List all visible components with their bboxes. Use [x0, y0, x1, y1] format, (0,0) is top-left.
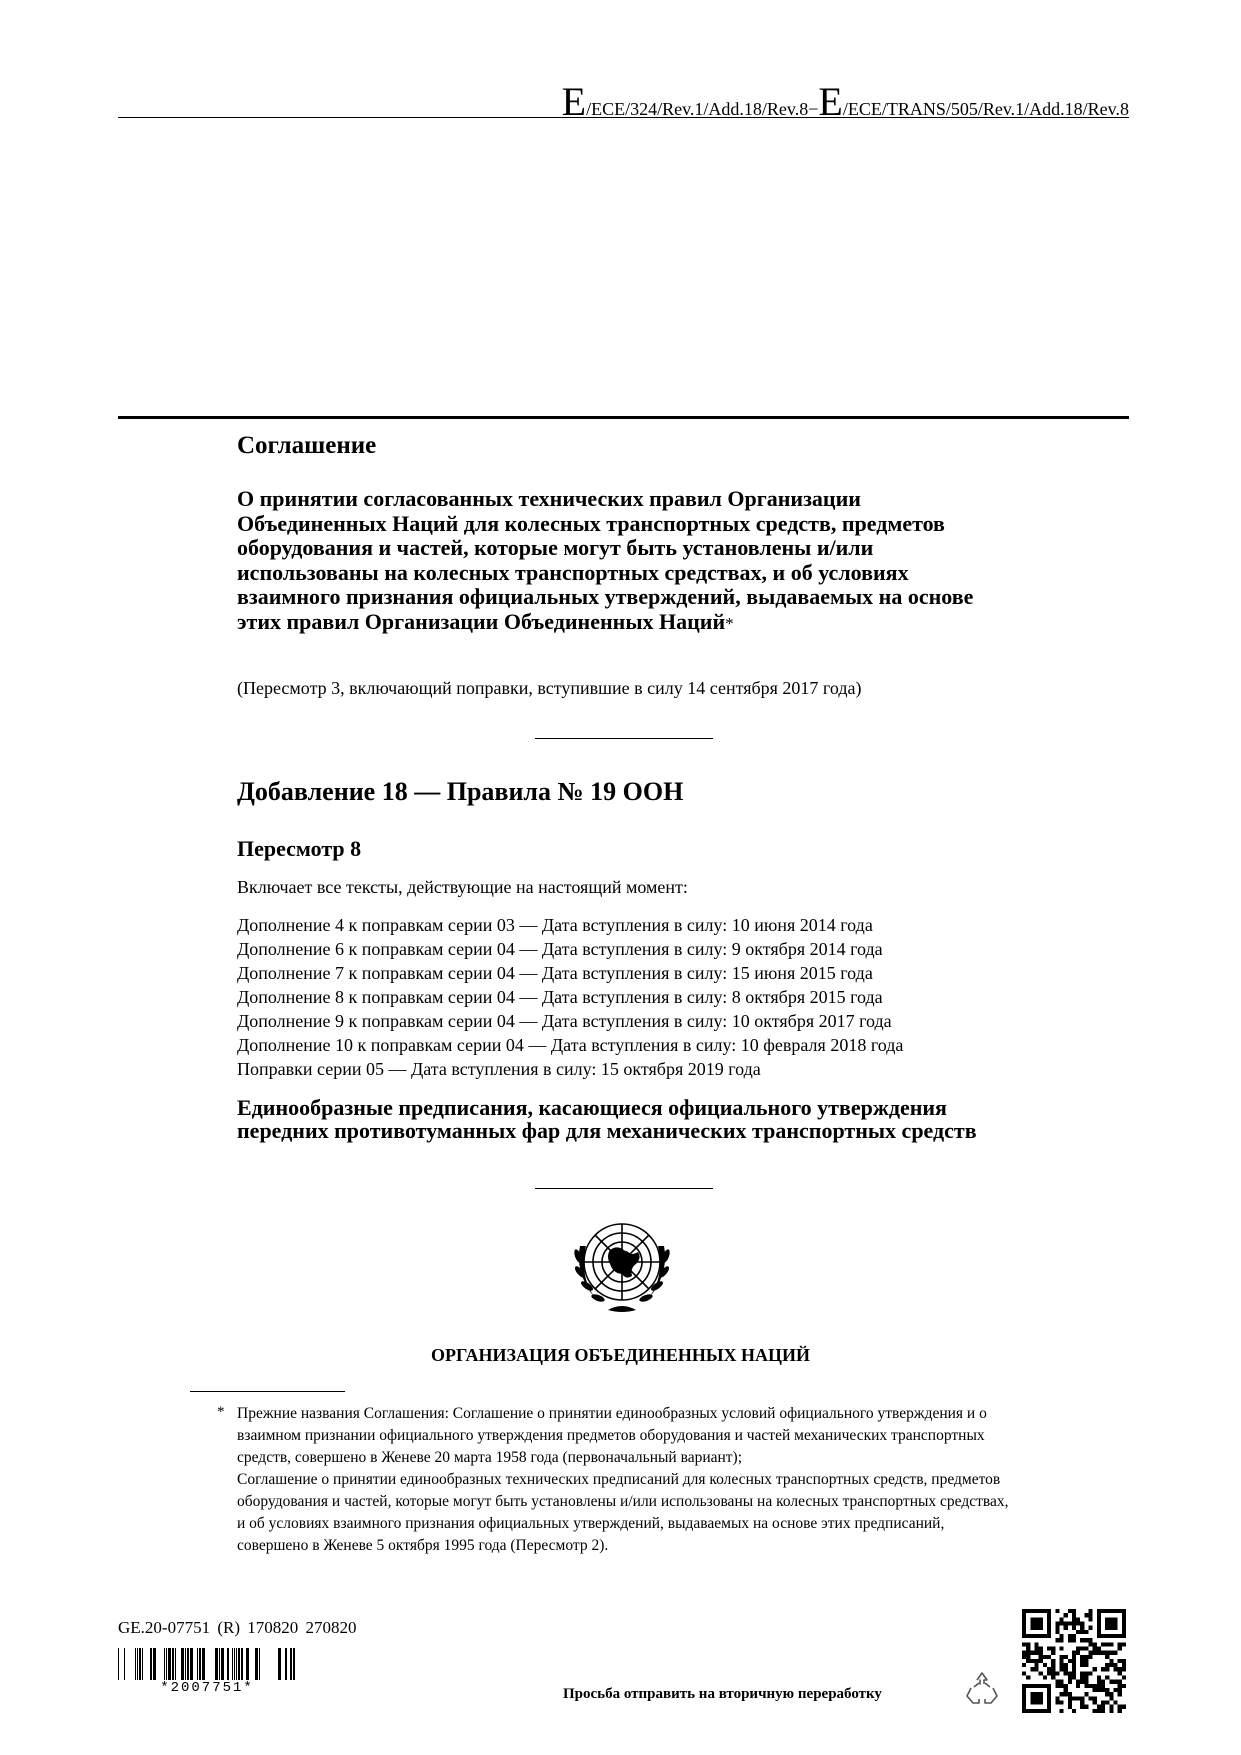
recycle-icon [963, 1670, 1001, 1708]
amendment-item: Дополнение 8 к поправкам серии 04 — Дата вступления в силу: 8 октября 2015 года [237, 987, 883, 1007]
barcode-number: *2007751* [160, 1680, 254, 1696]
amendment-item: Дополнение 10 к поправкам серии 04 — Дата вступления в силу: 10 февраля 2018 года [237, 1035, 904, 1055]
qr-code-icon [1022, 1609, 1126, 1713]
amendments-list [237, 913, 903, 1081]
recycle-note: Просьба отправить на вторичную переработку [563, 1686, 882, 1702]
footnote-reference: * [725, 613, 734, 633]
regulation-title: Единообразные предписания, касающиеся официального утверждения передних противотуманных фар для механических транспортных средств [237, 1095, 977, 1143]
footnote-rule [190, 1391, 345, 1392]
agreement-title [237, 487, 997, 636]
symbol-text-2: /ECE/TRANS/505/Rev.1/Add.18/Rev.8 [842, 99, 1129, 119]
symbol-letter-2: E [818, 79, 843, 124]
amendment-item: Дополнение 4 к поправкам серии 03 — Дата вступления в силу: 10 июня 2014 года [237, 915, 873, 935]
separator-rule [535, 738, 713, 739]
document-job-number: GE.20-07751 (R) 170820 270820 [118, 1618, 357, 1637]
footnote [237, 1403, 1017, 1557]
title-rule [118, 416, 1129, 419]
amendment-item: Дополнение 9 к поправкам серии 04 — Дата вступления в силу: 10 октября 2017 года [237, 1011, 892, 1031]
addendum-heading: Добавление 18 — Правила № 19 ООН [237, 777, 684, 806]
amendment-item: Дополнение 6 к поправкам серии 04 — Дата вступления в силу: 9 октября 2014 года [237, 939, 883, 959]
symbol-text-1: /ECE/324/Rev.1/Add.18/Rev.8 [586, 99, 809, 119]
agreement-title-text: О принятии согласованных технических правил Организации Объединенных Наций для колесных транспортных средств, предметов оборудования и частей, которые могут быть установлены и/или использованы на колесных транспортных средствах, и об условиях взаимного признания официальных утверждений, выдаваемых на основе этих правил Организации Объединенных Наций [237, 486, 974, 634]
un-emblem-icon [560, 1206, 684, 1330]
document-symbol [561, 79, 1129, 124]
includes-label: Включает все тексты, действующие на настоящий момент: [237, 877, 688, 897]
separator-rule [535, 1188, 713, 1189]
header-rule [118, 117, 1129, 118]
amendment-item: Дополнение 7 к поправкам серии 04 — Дата вступления в силу: 15 июня 2015 года [237, 963, 873, 983]
agreement-heading: Соглашение [237, 432, 377, 459]
symbol-separator: − [808, 99, 819, 119]
footnote-paragraph: Соглашение о принятии единообразных технических предписаний для колесных транспортных средств, предметов оборудования и частей, которые могут быть установлены и/или использованы на колесных транспортных средствах, и об условиях взаимного признания официальных утверждений, выдаваемых на основе этих предписаний, совершено в Женеве 5 октября 1995 года (Пересмотр 2). [237, 1471, 1009, 1554]
organization-name: ОРГАНИЗАЦИЯ ОБЪЕДИНЕННЫХ НАЦИЙ [430, 1345, 811, 1365]
amendment-item: Поправки серии 05 — Дата вступления в силу: 15 октября 2019 года [237, 1059, 761, 1079]
barcode-icon [118, 1648, 296, 1680]
footnote-marker: * [217, 1404, 225, 1420]
footnote-paragraph: Прежние названия Соглашения: Соглашение о принятии единообразных условий официального утверждения и о взаимном признании официального утверждения предметов оборудования и частей механических транспортных средств, совершено в Женеве 20 марта 1958 года (первоначальный вариант); [237, 1405, 987, 1466]
symbol-letter-1: E [561, 79, 587, 124]
agreement-revision-note: (Пересмотр 3, включающий поправки, вступившие в силу 14 сентября 2017 года) [237, 678, 862, 698]
revision-heading: Пересмотр 8 [237, 836, 362, 861]
